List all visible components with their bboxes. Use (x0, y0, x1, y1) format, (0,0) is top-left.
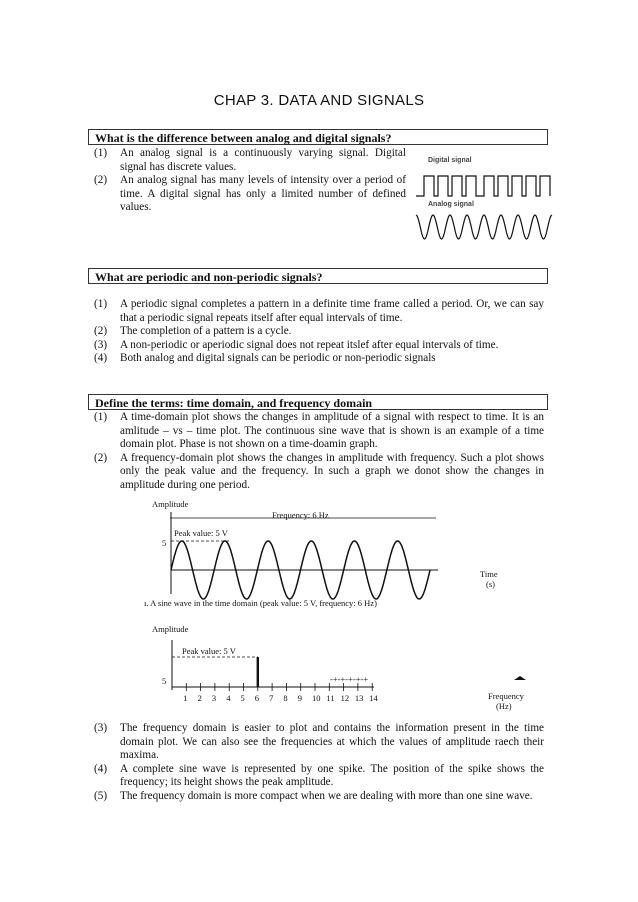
x-tick-label: 11 (326, 693, 335, 703)
list-item: (1) A periodic signal completes a pattern in a definite time frame called a period. Or, we can say that a periodic signal repeats itself after equal intervals of time. (94, 298, 544, 324)
time-plot-xlabel: Time (480, 569, 498, 579)
question-box-periodic: What are periodic and non-periodic signals? (88, 268, 548, 284)
axis-arrow-icon (514, 676, 526, 680)
answer-list-analog-digital (94, 147, 406, 215)
x-tick-label: 12 (340, 693, 350, 703)
x-tick-label: 2 (197, 693, 202, 703)
time-plot-ylabel: Amplitude (152, 499, 189, 509)
freq-plot-xlabel: Frequency (488, 691, 524, 701)
x-tick-label: 7 (269, 693, 274, 703)
list-item: (2) A frequency-domain plot shows the changes in amplitude with frequency. Such a plot shows only the peak value and the frequency. In such a graph we donot show the changes in amplitude during one period. (94, 451, 544, 491)
freq-plot-ylabel: Amplitude (152, 624, 189, 634)
x-tick-label: 10 (312, 693, 321, 703)
time-plot-y-tick: 5 (162, 538, 167, 548)
digital-signal-wave (416, 176, 550, 196)
list-item: (2) An analog signal has many levels of intensity over a period of time. A digital signal has only a limited number of defined values. (94, 174, 406, 214)
list-item: (2) The completion of a pattern is a cycle. (94, 325, 292, 338)
freq-plot-x-ticks (183, 683, 378, 703)
time-plot-peak-label: Peak value: 5 V (174, 528, 228, 538)
list-item: (4) Both analog and digital signals can be periodic or non-periodic signals (94, 352, 436, 365)
analog-signal-label: Analog signal (428, 201, 474, 208)
question-box-analog-digital: What is the difference between analog and digital signals? (88, 129, 548, 145)
x-tick-label: 6 (254, 693, 260, 703)
x-tick-label: 1 (183, 693, 188, 703)
time-plot-frequency-label: Frequency: 6 Hz (272, 510, 329, 520)
freq-plot-y-tick: 5 (162, 676, 167, 686)
answer-list-domains-continued (94, 722, 544, 804)
x-tick-label: 9 (297, 693, 302, 703)
digital-signal-label: Digital signal (428, 157, 472, 164)
analog-signal-wave (416, 215, 552, 239)
list-item: (4) A complete sine wave is represented by one spike. The position of the spike shows the frequency; its height shows the peak amplitude. (94, 762, 544, 789)
freq-plot-xlabel-unit: (Hz) (496, 701, 512, 711)
answer-list-domains (94, 411, 544, 493)
list-item: (3) The frequency domain is easier to plot and contains the information present in the time domain plot. We can also see the frequencies at which the values of amplitude raech their maxima. (94, 722, 544, 762)
time-plot-caption: ı. A sine wave in the time domain (peak value: 5 V, frequency: 6 Hz) (144, 598, 377, 608)
freq-axis-marks: -+-+-+-+-+ (330, 674, 369, 684)
signal-comparison-figure (412, 150, 558, 250)
list-item: (5) The frequency domain is more compact when we are dealing with more than one sine wave. (94, 789, 533, 802)
list-item: (1) An analog signal is a continuously varying signal. Digital signal has discrete values. (94, 147, 406, 173)
page-title: CHAP 3. DATA AND SIGNALS (213, 92, 425, 109)
x-tick-label: 4 (226, 693, 231, 703)
question-box-domains: Define the terms: time domain, and frequency domain (88, 394, 548, 410)
x-tick-label: 5 (240, 693, 245, 703)
answer-list-periodic (94, 298, 544, 366)
x-tick-label: 13 (354, 693, 364, 703)
x-tick-label: 3 (211, 693, 217, 703)
time-domain-plot (140, 496, 520, 614)
frequency-domain-plot (140, 620, 540, 714)
time-plot-xlabel-unit: (s) (486, 579, 495, 589)
list-item: (1) A time-domain plot shows the changes in amplitude of a signal with respect to time. It is an amlitude – vs – time plot. The continuous sine wave that is shown is an example of a time domain plot. Phase is not shown on a time-doamin graph. (94, 411, 544, 451)
x-tick-label: 8 (283, 693, 288, 703)
x-tick-label: 14 (369, 693, 378, 703)
list-item: (3) A non-periodic or aperiodic signal does not repeat itslef after equal intervals of time. (94, 338, 499, 351)
freq-plot-peak-label: Peak value: 5 V (182, 646, 236, 656)
